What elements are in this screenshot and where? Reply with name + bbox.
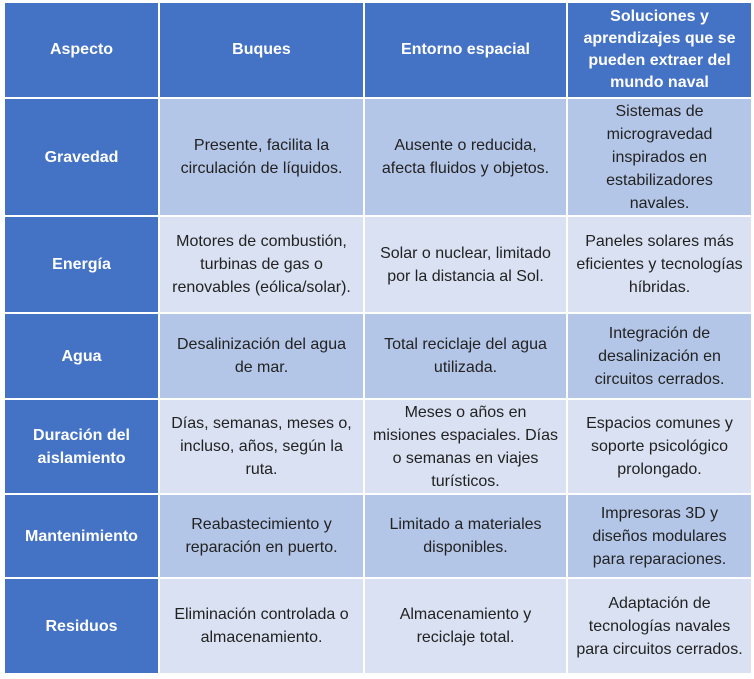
cell-aislamiento-soluciones: Espacios comunes y soporte psicológico prolongado. xyxy=(567,399,752,494)
header-aspecto: Aspecto xyxy=(4,2,159,98)
cell-energia-espacial: Solar o nuclear, limitado por la distancia al Sol. xyxy=(364,216,567,313)
cell-mantenimiento-soluciones: Impresoras 3D y diseños modulares para reparaciones. xyxy=(567,494,752,578)
cell-energia-soluciones: Paneles solares más eficientes y tecnologías híbridas. xyxy=(567,216,752,313)
cell-aislamiento-espacial: Meses o años en misiones espaciales. Días o semanas en viajes turísticos. xyxy=(364,399,567,494)
cell-agua-espacial: Total reciclaje del agua utilizada. xyxy=(364,313,567,399)
cell-residuos-soluciones: Adaptación de tecnologías navales para circuitos cerrados. xyxy=(567,578,752,674)
header-soluciones: Soluciones y aprendizajes que se pueden extraer del mundo naval xyxy=(567,2,752,98)
table-row-agua xyxy=(4,313,752,399)
row-label-residuos: Residuos xyxy=(4,578,159,674)
header-buques: Buques xyxy=(159,2,364,98)
cell-mantenimiento-buques: Reabastecimiento y reparación en puerto. xyxy=(159,494,364,578)
cell-residuos-buques: Eliminación controlada o almacenamiento. xyxy=(159,578,364,674)
cell-aislamiento-buques: Días, semanas, meses o, incluso, años, según la ruta. xyxy=(159,399,364,494)
cell-residuos-espacial: Almacenamiento y reciclaje total. xyxy=(364,578,567,674)
row-label-agua: Agua xyxy=(4,313,159,399)
header-entorno-espacial: Entorno espacial xyxy=(364,2,567,98)
cell-agua-soluciones: Integración de desalinización en circuitos cerrados. xyxy=(567,313,752,399)
cell-gravedad-soluciones: Sistemas de microgravedad inspirados en estabilizadores navales. xyxy=(567,98,752,216)
row-label-aislamiento: Duración del aislamiento xyxy=(4,399,159,494)
table-row-energia xyxy=(4,216,752,313)
table-row-residuos xyxy=(4,578,752,674)
table-row-mantenimiento xyxy=(4,494,752,578)
comparison-table-wrapper xyxy=(3,1,751,675)
row-label-energia: Energía xyxy=(4,216,159,313)
cell-energia-buques: Motores de combustión, turbinas de gas o renovables (eólica/solar). xyxy=(159,216,364,313)
cell-gravedad-espacial: Ausente o reducida, afecta fluidos y objetos. xyxy=(364,98,567,216)
cell-mantenimiento-espacial: Limitado a materiales disponibles. xyxy=(364,494,567,578)
row-label-mantenimiento: Mantenimiento xyxy=(4,494,159,578)
row-label-gravedad: Gravedad xyxy=(4,98,159,216)
cell-gravedad-buques: Presente, facilita la circulación de líquidos. xyxy=(159,98,364,216)
table-row-aislamiento xyxy=(4,399,752,494)
cell-agua-buques: Desalinización del agua de mar. xyxy=(159,313,364,399)
header-row xyxy=(4,2,752,98)
table-row-gravedad xyxy=(4,98,752,216)
comparison-table xyxy=(3,1,753,675)
